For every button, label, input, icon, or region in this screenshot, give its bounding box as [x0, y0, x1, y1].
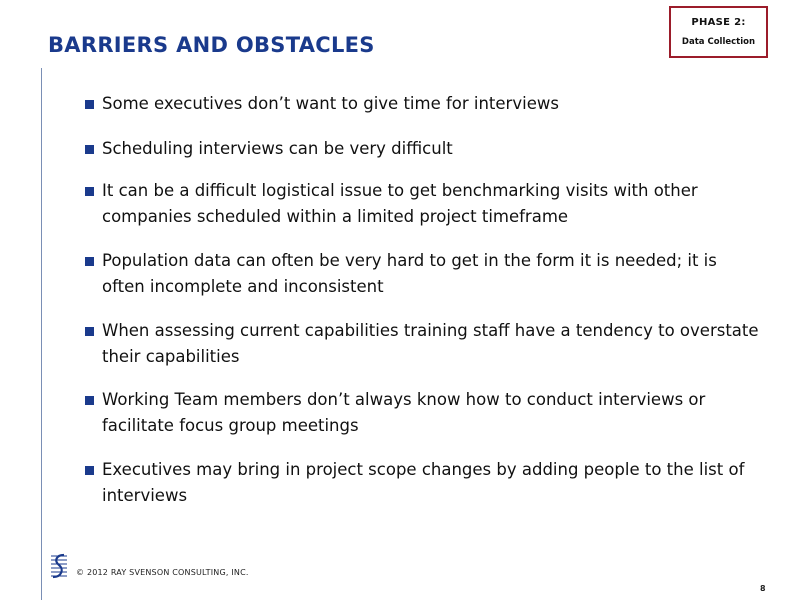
bullet-item — [85, 248, 765, 300]
phase-subtitle: Data Collection — [681, 37, 756, 47]
bullet-item — [85, 387, 765, 439]
bullet-text: When assessing current capabilities training staff have a tendency to overstate their capabilities — [102, 321, 759, 366]
bullet-text: Population data can often be very hard to get in the form it is needed; it is often incomplete and inconsistent — [102, 251, 717, 296]
bullet-text: It can be a difficult logistical issue to get benchmarking visits with other companies scheduled within a limited project timeframe — [102, 181, 698, 226]
phase-title: PHASE 2: — [691, 17, 746, 28]
bullet-item — [85, 136, 765, 162]
slide-title: BARRIERS AND OBSTACLES — [48, 33, 375, 57]
bullet-item — [85, 318, 765, 370]
square-bullet-icon — [85, 327, 94, 336]
page-number: 8 — [760, 584, 766, 593]
square-bullet-icon — [85, 100, 94, 109]
phase-badge — [669, 6, 768, 58]
bullet-text: Scheduling interviews can be very difficult — [102, 139, 453, 158]
bullet-item — [85, 91, 765, 117]
square-bullet-icon — [85, 466, 94, 475]
rsc-logo-icon — [48, 552, 70, 580]
left-vertical-rule — [41, 68, 42, 600]
square-bullet-icon — [85, 145, 94, 154]
bullet-text: Working Team members don’t always know how to conduct interviews or facilitate focus group meetings — [102, 390, 706, 435]
bullet-text: Executives may bring in project scope changes by adding people to the list of interviews — [102, 460, 745, 505]
bullet-item — [85, 457, 765, 509]
bullet-item — [85, 178, 765, 230]
square-bullet-icon — [85, 396, 94, 405]
copyright-text: © 2012 RAY SVENSON CONSULTING, INC. — [76, 568, 249, 577]
bullet-text: Some executives don’t want to give time for interviews — [102, 94, 559, 113]
square-bullet-icon — [85, 257, 94, 266]
square-bullet-icon — [85, 187, 94, 196]
